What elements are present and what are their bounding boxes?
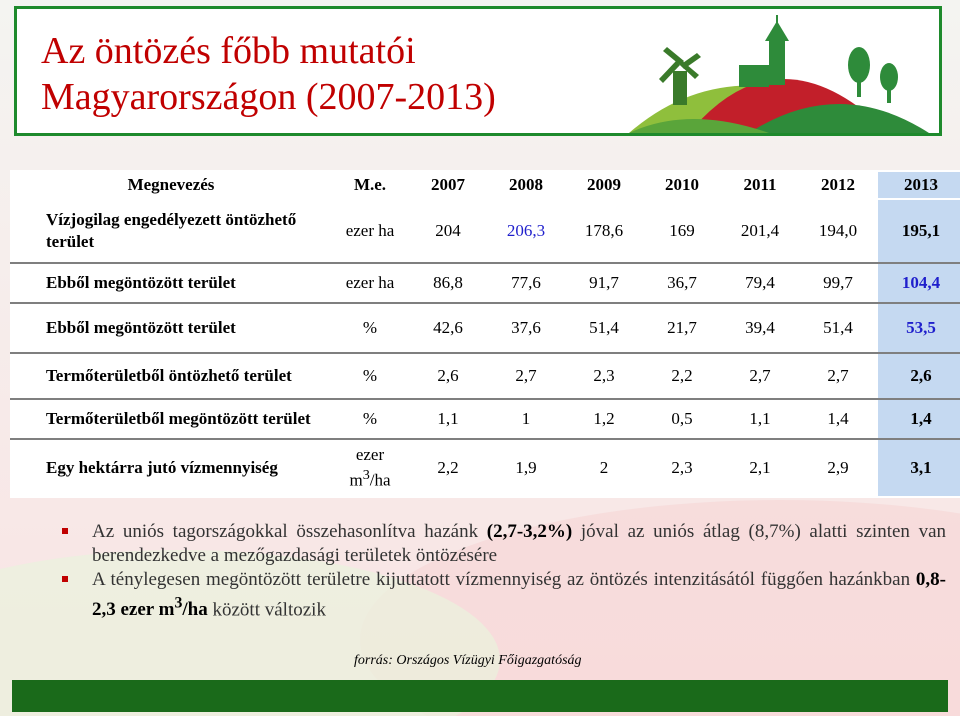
table-cell: 2,1 [721, 439, 799, 497]
table-cell: 0,5 [643, 399, 721, 439]
column-header: 2008 [487, 171, 565, 199]
row-unit: ezer ha [331, 199, 409, 263]
table-cell: 21,7 [643, 303, 721, 353]
table-cell: 204 [409, 199, 487, 263]
table-row [11, 199, 960, 263]
bullet-item [62, 520, 946, 568]
slide-title-line-1: Az öntözés főbb mutatói [41, 30, 416, 72]
table-cell: 2,3 [565, 353, 643, 399]
row-label: Ebből megöntözött terület [11, 263, 331, 303]
bold-superscript: 3 [174, 595, 183, 612]
bullet-text: között változik [207, 599, 326, 621]
bullet-list [62, 520, 946, 622]
slide-title-line-2: Magyarországon (2007-2013) [41, 76, 496, 118]
table-cell: 79,4 [721, 263, 799, 303]
bullet-square-icon [62, 576, 68, 582]
row-unit: % [331, 303, 409, 353]
table-row [11, 439, 960, 497]
unit-superscript: 3 [362, 467, 370, 484]
table-cell: 36,7 [643, 263, 721, 303]
row-label: Termőterületből megöntözött terület [11, 399, 331, 439]
unit-rest: /ha [369, 470, 391, 490]
source-note: forrás: Országos Vízügyi Főigazgatóság [354, 653, 582, 668]
row-unit [331, 439, 409, 497]
table-cell: 2,2 [409, 439, 487, 497]
table-cell: 2,9 [799, 439, 877, 497]
table-cell: 99,7 [799, 263, 877, 303]
row-label: Termőterületből öntözhető terület [11, 353, 331, 399]
table-row [11, 399, 960, 439]
column-header: 2013 [877, 171, 960, 199]
table-cell: 2,7 [487, 353, 565, 399]
table-cell: 1,1 [721, 399, 799, 439]
column-header: 2012 [799, 171, 877, 199]
table-cell: 51,4 [799, 303, 877, 353]
unit-base: m [349, 470, 363, 490]
table-row [11, 353, 960, 399]
table-cell: 178,6 [565, 199, 643, 263]
table-cell: 86,8 [409, 263, 487, 303]
bullet-item [62, 568, 946, 622]
table-cell: 2,7 [721, 353, 799, 399]
table-cell: 201,4 [721, 199, 799, 263]
bullet-bold-text: (2,7-3,2%) [486, 521, 573, 542]
table-row [11, 263, 960, 303]
table-cell: 206,3 [487, 199, 565, 263]
column-header: Megnevezés [11, 171, 331, 199]
bullet-text: A ténylegesen megöntözött területre kijuttatott vízmennyiség az öntözés intenzitásától függően hazánkban [92, 569, 916, 590]
row-label: Ebből megöntözött terület [11, 303, 331, 353]
table-cell: 2,2 [643, 353, 721, 399]
unit-line-1: ezer [355, 445, 385, 465]
bullet-text: jóval az uniós átlag (8,7%) alatti szinten van berendezkedve a mezőgazdasági területek öntözésére [92, 521, 947, 566]
table-cell: 1,1 [409, 399, 487, 439]
bullet-text: Az uniós tagországokkal összehasonlítva hazánk [92, 521, 487, 542]
table-cell: 1,2 [565, 399, 643, 439]
table-cell: 2,6 [409, 353, 487, 399]
column-header: 2011 [721, 171, 799, 199]
row-label: Egy hektárra jutó vízmennyiség [11, 439, 331, 497]
table-cell: 77,6 [487, 263, 565, 303]
table-cell: 2,6 [877, 353, 960, 399]
row-unit: % [331, 399, 409, 439]
table-cell: 53,5 [877, 303, 960, 353]
table-cell: 169 [643, 199, 721, 263]
bullet-square-icon [62, 528, 68, 534]
table-cell: 37,6 [487, 303, 565, 353]
table-cell: 2 [565, 439, 643, 497]
row-unit: % [331, 353, 409, 399]
landscape-logo [629, 15, 929, 133]
column-header: 2009 [565, 171, 643, 199]
table-cell: 91,7 [565, 263, 643, 303]
bold-rest: /ha [182, 599, 208, 621]
table-header-row [11, 171, 960, 199]
table-cell: 39,4 [721, 303, 799, 353]
table-cell: 42,6 [409, 303, 487, 353]
table-cell: 1 [487, 399, 565, 439]
table-cell: 51,4 [565, 303, 643, 353]
table-cell: 2,3 [643, 439, 721, 497]
table-cell: 1,4 [877, 399, 960, 439]
column-header: 2007 [409, 171, 487, 199]
table-cell: 1,9 [487, 439, 565, 497]
tree-icon [848, 47, 898, 103]
row-label: Vízjogilag engedélyezett öntözhető terület [11, 199, 331, 263]
column-header: M.e. [331, 171, 409, 199]
table-cell: 1,4 [799, 399, 877, 439]
table-cell: 2,7 [799, 353, 877, 399]
column-header: 2010 [643, 171, 721, 199]
footer-bar [12, 680, 948, 712]
bold-base: 0,8-2,3 ezer m [92, 569, 946, 621]
table-cell: 104,4 [877, 263, 960, 303]
table-row [11, 303, 960, 353]
church-icon [739, 15, 789, 87]
row-unit: ezer ha [331, 263, 409, 303]
unit-line-2 [336, 465, 404, 491]
table-cell: 194,0 [799, 199, 877, 263]
table-cell: 3,1 [877, 439, 960, 497]
irrigation-data-table [10, 170, 960, 498]
table-cell: 195,1 [877, 199, 960, 263]
title-frame [14, 6, 942, 136]
